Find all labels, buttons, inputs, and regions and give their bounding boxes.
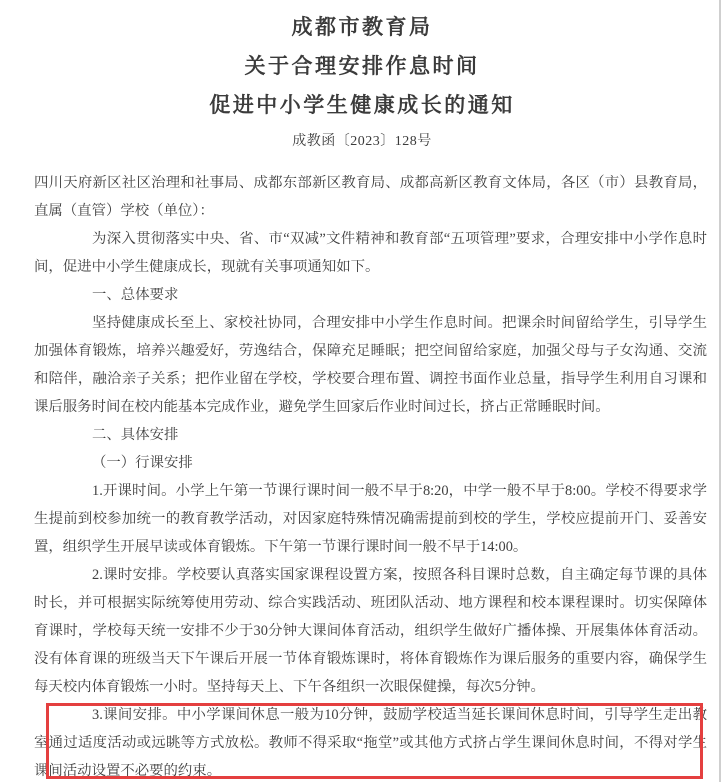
- section-1-body-paragraph: 坚持健康成长至上、家校社协同，合理安排中小学生作息时间。把课余时间留给学生，引导学生加强体育锻炼，培养兴趣爱好，劳逸结合，保障充足睡眠；把空间留给家庭，加强父母与子女沟通、交流和陪伴，融洽亲子关系；把作业留在学校，学校要合理布置、调控书面作业总量，指导学生利用自习课和课后服务时间在校内能基本完成作业，避免学生回家后作业时间过长，挤占正常睡眠时间。: [34, 315, 707, 415]
- intro-paragraph: 为深入贯彻落实中央、省、市“双减”文件精神和教育部“五项管理”要求，合理安排中小学作息时间，促进中小学生健康成长，现就有关事项通知如下。: [34, 231, 707, 275]
- doc-title-line-1: 成都市教育局: [291, 15, 433, 39]
- item-2-paragraph: 2.课时安排。学校要认真落实国家课程设置方案，按照各科目课时总数，自主确定每节课的具体时长，并可根据实际统筹使用劳动、综合实践活动、班团队活动、地方课程和校本课程课时。切实保障体育课时，学校每天统一安排不少于30分钟大课间体育活动，组织学生做好广播体操、开展集体体育活动。没有体育课的班级当天下午课后开展一节体育锻炼课时，将体育锻炼作为课后服务的重要内容，确保学生每天校内体育锻炼一小时。坚持每天上、下午各组织一次眼保健操，每次5分钟。: [34, 567, 707, 695]
- document-header: [0, 0, 724, 158]
- item-3-paragraph-highlighted: 3.课间安排。中小学课间休息一般为10分钟，鼓励学校适当延长课间休息时间，引导学生走出教室通过适度活动或远眺等方式放松。教师不得采取“拖堂”或其他方式挤占学生课间休息时间，不得对学生课间活动设置不必要的约束。: [34, 707, 707, 779]
- highlight-annotation-box: [46, 703, 703, 779]
- document-body: [34, 169, 707, 782]
- subsection-1-heading: （一）行课安排: [92, 455, 193, 471]
- doc-number: 成教函〔2023〕128号: [292, 134, 432, 149]
- item-1-paragraph: 1.开课时间。小学上午第一节课行课时间一般不早于8:20，中学一般不早于8:00。学校不得要求学生提前到校参加统一的教育教学活动，对因家庭特殊情况确需提前到校的学生，学校应提前开门、妥善安置，组织学生开展早读或体育锻炼。下午第一节课行课时间一般不早于14:00。: [34, 483, 707, 555]
- section-1-heading: 一、总体要求: [92, 287, 179, 303]
- section-2-heading: 二、具体安排: [92, 427, 179, 443]
- doc-title-line-2: 关于合理安排作息时间: [244, 54, 480, 78]
- addressee-paragraph: 四川天府新区社区治理和社事局、成都东部新区教育局、成都高新区教育文体局，各区（市）县教育局，直属（直管）学校（单位）：: [34, 175, 707, 219]
- doc-title-line-3: 促进中小学生健康成长的通知: [209, 93, 515, 117]
- page-right-edge-line: [719, 0, 721, 782]
